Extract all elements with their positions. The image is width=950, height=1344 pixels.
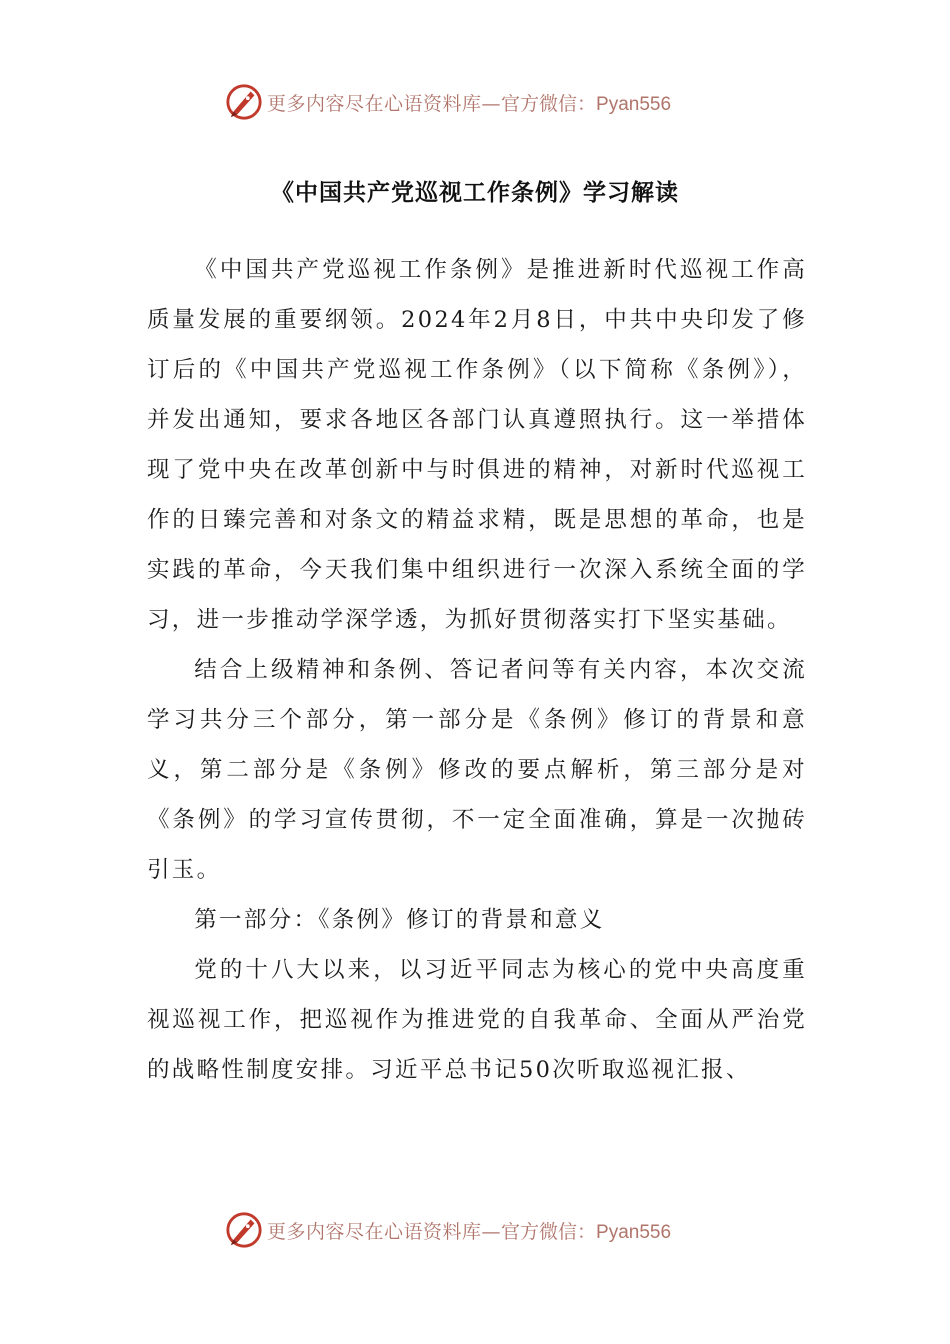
pen-nib-logo-icon [225,1211,263,1249]
header-wechat: 官方微信：Pyan556 [501,93,672,115]
footer-banner [225,1210,671,1250]
paragraph-structure: 结合上级精神和条例、答记者问等有关内容，本次交流学习共分三个部分，第一部分是《条例》修订的背景和意义，第二部分是《条例》修改的要点解析，第三部分是对《条例》的学习宣传贯彻，不一定全面准确，算是一次抛砖引玉。 [147,657,807,883]
footer-wechat: 官方微信：Pyan556 [501,1221,672,1243]
footer-slogan: 更多内容尽在心语资料库— [267,1220,502,1243]
header-slogan: 更多内容尽在心语资料库— [267,92,502,115]
document-title: 《中国共产党巡视工作条例》学习解读 [271,180,679,206]
section-heading-part-one: 第一部分：《条例》修订的背景和意义 [194,907,605,933]
pen-nib-logo-icon [225,83,263,121]
header-banner [225,82,671,122]
paragraph-intro: 《中国共产党巡视工作条例》是推进新时代巡视工作高质量发展的重要纲领。2024年2月8日，中共中央印发了修订后的《中国共产党巡视工作条例》（以下简称《条例》），并发出通知，要求各地区各部门认真遵照执行。这一举措体现了党中央在改革创新中与时俱进的精神，对新时代巡视工作的日臻完善和对条文的精益求精，既是思想的革命，也是实践的革命，今天我们集中组织进行一次深入系统全面的学习，进一步推动学深学透，为抓好贯彻落实打下坚实基础。 [147,257,807,633]
paragraph-part-one: 党的十八大以来，以习近平同志为核心的党中央高度重视巡视工作，把巡视作为推进党的自我革命、全面从严治党的战略性制度安排。习近平总书记50次听取巡视汇报、 [147,957,807,1083]
document-body [147,245,807,1095]
